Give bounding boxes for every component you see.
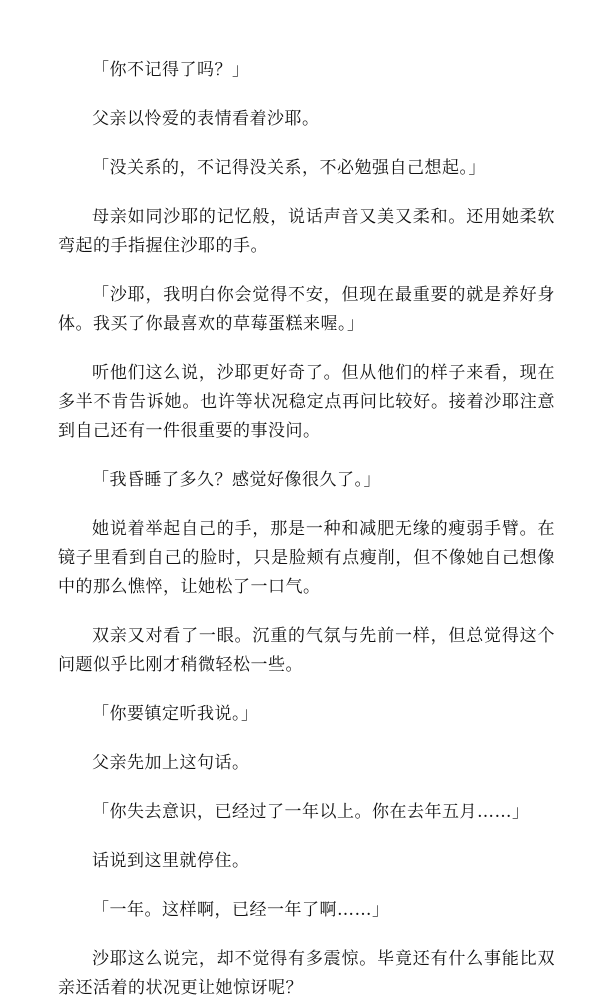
- paragraph: 话说到这里就停住。: [92, 851, 250, 871]
- paragraph: 父亲以怜爱的表情看着沙耶。: [92, 109, 320, 129]
- paragraph: 她说着举起自己的手，那是一种和减肥无缘的瘦弱手臂。在镜子里看到自己的脸时，只是脸颊有点瘦削，但不像她自己想像中的那么憔悴，让她松了一口气。: [58, 519, 555, 597]
- paragraph: 沙耶这么说完，却不觉得有多震惊。毕竟还有什么事能比双亲还活着的状况更让她惊讶呢？: [58, 949, 555, 998]
- paragraph: 「沙耶，我明白你会觉得不安，但现在最重要的就是养好身体。我买了你最喜欢的草莓蛋糕来喔。」: [58, 285, 555, 334]
- paragraph: 「你要镇定听我说。」: [92, 704, 259, 724]
- paragraph: 「没关系的，不记得没关系，不必勉强自己想起。」: [92, 158, 486, 178]
- paragraph: 父亲先加上这句话。: [92, 753, 250, 773]
- novel-text: [58, 56, 555, 1003]
- paragraph: 双亲又对看了一眼。沉重的气氛与先前一样，但总觉得这个问题似乎比刚才稍微轻松一些。: [58, 626, 555, 675]
- paragraph: 「一年。这样啊，已经一年了啊……」: [92, 900, 390, 920]
- paragraph: 母亲如同沙耶的记忆般，说话声音又美又柔和。还用她柔软弯起的手指握住沙耶的手。: [58, 207, 555, 256]
- paragraph: 「我昏睡了多久？感觉好像很久了。」: [92, 470, 381, 490]
- paragraph: 听他们这么说，沙耶更好奇了。但从他们的样子来看，现在多半不肯告诉她。也许等状况稳定点再问比较好。接着沙耶注意到自己还有一件很重要的事没问。: [58, 363, 555, 441]
- paragraph: 「你失去意识，已经过了一年以上。你在去年五月……」: [92, 802, 530, 822]
- paragraph: 「你不记得了吗？」: [92, 60, 250, 80]
